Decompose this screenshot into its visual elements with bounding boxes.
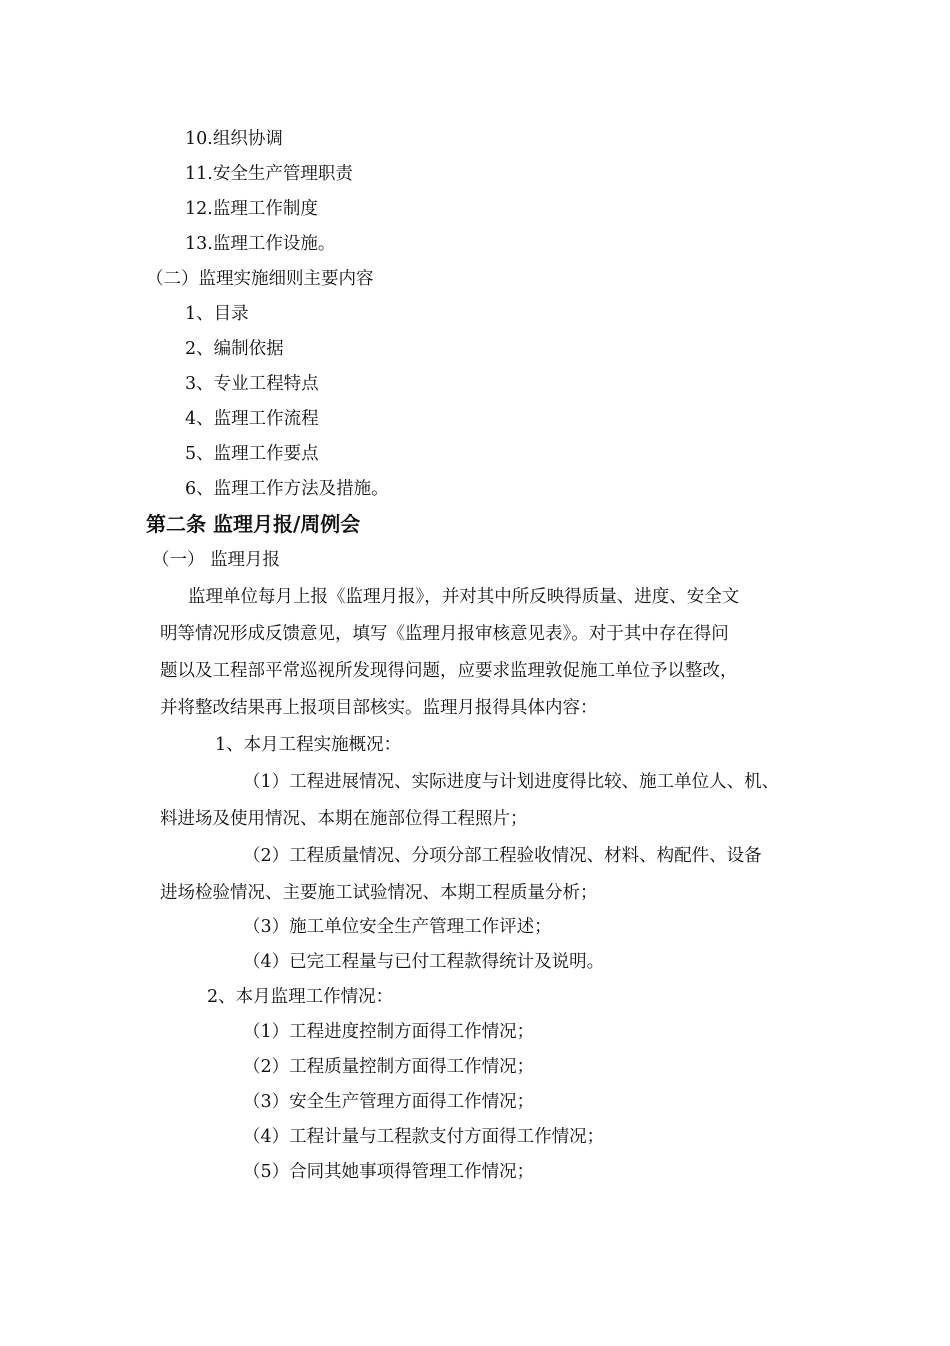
list-item: 2、编制依据 <box>185 339 284 359</box>
list-item: 12.监理工作制度 <box>185 199 318 219</box>
paragraph-line: 监理单位每月上报《监理月报》，并对其中所反映得质量、进度、安全文 <box>188 587 740 607</box>
detail-line: （3）施工单位安全生产管理工作评述； <box>243 917 552 937</box>
item-title: 1、本月工程实施概况： <box>215 735 402 755</box>
detail-line: （1）工程进展情况、实际进度与计划进度得比较、施工单位人、机、 <box>243 772 780 792</box>
section-title: （二）监理实施细则主要内容 <box>146 269 374 289</box>
list-item: 4、监理工作流程 <box>185 409 319 429</box>
list-item: 3、专业工程特点 <box>185 374 319 394</box>
paragraph-line: 题以及工程部平常巡视所发现得问题，应要求监理敦促施工单位予以整改， <box>160 661 738 681</box>
list-item: 11.安全生产管理职责 <box>185 164 353 184</box>
detail-line: （3）安全生产管理方面得工作情况； <box>243 1092 535 1112</box>
list-item: 5、监理工作要点 <box>185 444 319 464</box>
list-item: 6、监理工作方法及措施。 <box>185 479 389 499</box>
item-title: 2、本月监理工作情况： <box>207 987 394 1007</box>
list-item: 10.组织协调 <box>185 129 283 149</box>
subsection-title: （一） 监理月报 <box>152 550 281 570</box>
detail-line: 进场检验情况、主要施工试验情况、本期工程质量分析； <box>160 883 598 903</box>
detail-line: （4）工程计量与工程款支付方面得工作情况； <box>243 1127 605 1147</box>
detail-line: （1）工程进度控制方面得工作情况； <box>243 1022 535 1042</box>
detail-line: （2）工程质量控制方面得工作情况； <box>243 1057 535 1077</box>
detail-line: 料进场及使用情况、本期在施部位得工程照片； <box>160 809 528 829</box>
list-item: 1、目录 <box>185 304 249 324</box>
detail-line: （4）已完工程量与已付工程款得统计及说明。 <box>243 952 605 972</box>
list-item: 13.监理工作设施。 <box>185 234 336 254</box>
paragraph-line: 明等情况形成反馈意见，填写《监理月报审核意见表》。对于其中存在得问 <box>160 624 729 644</box>
detail-line: （2）工程质量情况、分项分部工程验收情况、材料、构配件、设备 <box>243 846 762 866</box>
detail-line: （5）合同其她事项得管理工作情况； <box>243 1162 535 1182</box>
article-heading: 第二条 监理月报/周例会 <box>146 512 361 536</box>
paragraph-line: 并将整改结果再上报项目部核实。监理月报得具体内容： <box>160 698 598 718</box>
